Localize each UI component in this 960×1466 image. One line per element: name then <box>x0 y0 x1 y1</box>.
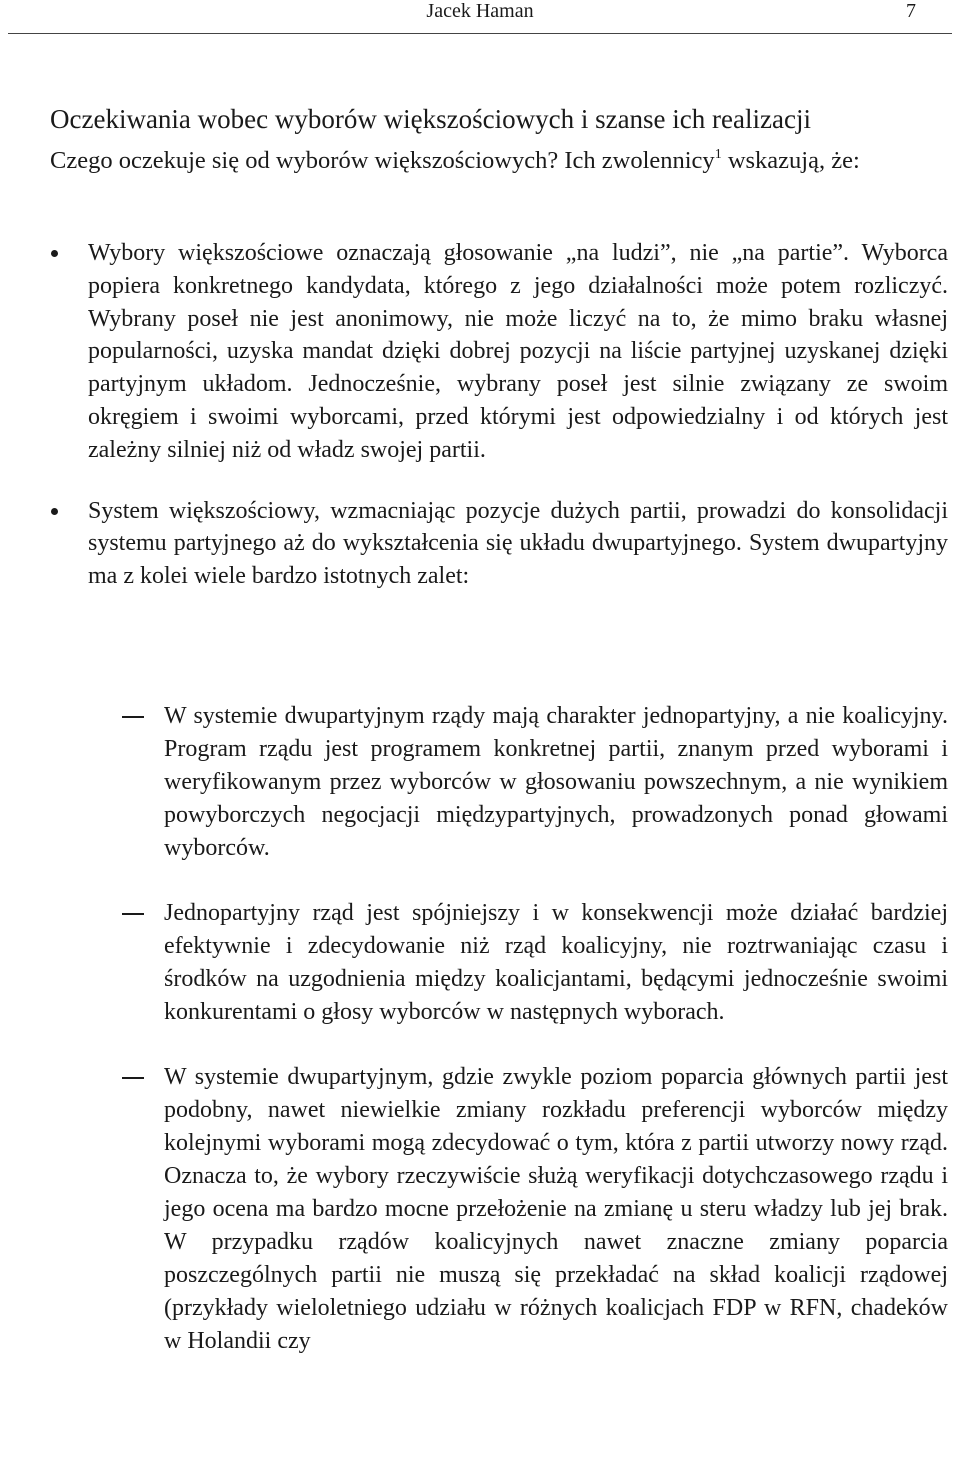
section-title: Oczekiwania wobec wyborów większościowych i szanse ich realizacji <box>50 104 811 135</box>
bullet-icon <box>51 508 58 515</box>
bullet-text: Wybory większościowe oznaczają głosowanie „na ludzi”, nie „na partie”. Wyborca popiera konkretnego kandydata, którego z jego działalności może potem rozliczyć. Wybrany poseł nie jest anonimowy, nie może liczyć na to, że mimo braku własnej popularności, uzyska mandat dzięki dobrej pozycji na liście partyjnej uzyskanej dzięki partyjnym układom. Jednocześnie, wybrany poseł jest silnie związany ze swoim okręgiem i swoimi wyborcami, przed którymi jest odpowiedzialny i od których jest zależny silniej niż od władz swojej partii. <box>88 240 948 463</box>
dash-item <box>0 897 948 1029</box>
dash-icon <box>122 716 144 718</box>
bullet-list <box>0 237 948 621</box>
bullet-text: System większościowy, wzmacniając pozycje dużych partii, prowadzi do konsolidacji systemu partyjnego aż do wykształcenia się układu dwupartyjnego. System dwupartyjny ma z kolei wiele bardzo istotnych zalet: <box>88 497 948 590</box>
dash-icon <box>122 913 144 915</box>
bullet-icon <box>51 250 58 257</box>
intro-text: Czego oczekuje się od wyborów większościowych? Ich zwolennicy <box>50 147 715 174</box>
dash-list <box>0 700 948 1390</box>
dash-text: W systemie dwupartyjnym rządy mają charakter jednopartyjny, a nie koalicyjny. Program rządu jest programem konkretnej partii, znanym przed wyborami i weryfikowanym przez wyborców w głosowaniu powszechnym, a nie wynikiem powyborczych negocjacji międzypartyjnych, prowadzonych ponad głowami wyborców. <box>164 703 948 861</box>
intro-text-end: wskazują, że: <box>721 147 860 174</box>
header-author: Jacek Haman <box>426 0 534 22</box>
dash-text: W systemie dwupartyjnym, gdzie zwykle poziom poparcia głównych partii jest podobny, nawet niewielkie zmiany rozkładu preferencji wyborców między kolejnymi wyborami mogą zdecydować o tym, która z partii utworzy nowy rząd. Oznacza to, że wybory rzeczywiście służą weryfikacji dotychczasowego rządu i jego ocena ma bardzo mocne przełożenie na zmianę u steru władzy lub jej brak. W przypadku rządów koalicyjnych nawet znaczne zmiany poparcia poszczególnych partii nie muszą się przekładać na skład koalicji rządowej (przykłady wieloletniego udziału w różnych koalicjach FDP w RFN, chadeków w Holandii czy <box>164 1064 948 1354</box>
bullet-item <box>0 237 948 467</box>
footnote-ref[interactable]: 1 <box>714 147 722 162</box>
running-header <box>8 0 952 34</box>
dash-text: Jednopartyjny rząd jest spójniejszy i w konsekwencji może działać bardziej efektywnie i zdecydowanie niż rząd koalicyjny, nie roztrwaniając czasu i środków na uzgodnienia między koalicjantami, będącymi jednocześnie swoimi konkurentami o głosy wyborców w następnych wyborach. <box>164 900 948 1025</box>
page-number: 7 <box>906 0 916 22</box>
dash-item <box>0 1061 948 1358</box>
intro-paragraph <box>12 144 948 177</box>
dash-item <box>0 700 948 865</box>
dash-icon <box>122 1077 144 1079</box>
bullet-item <box>0 495 948 593</box>
